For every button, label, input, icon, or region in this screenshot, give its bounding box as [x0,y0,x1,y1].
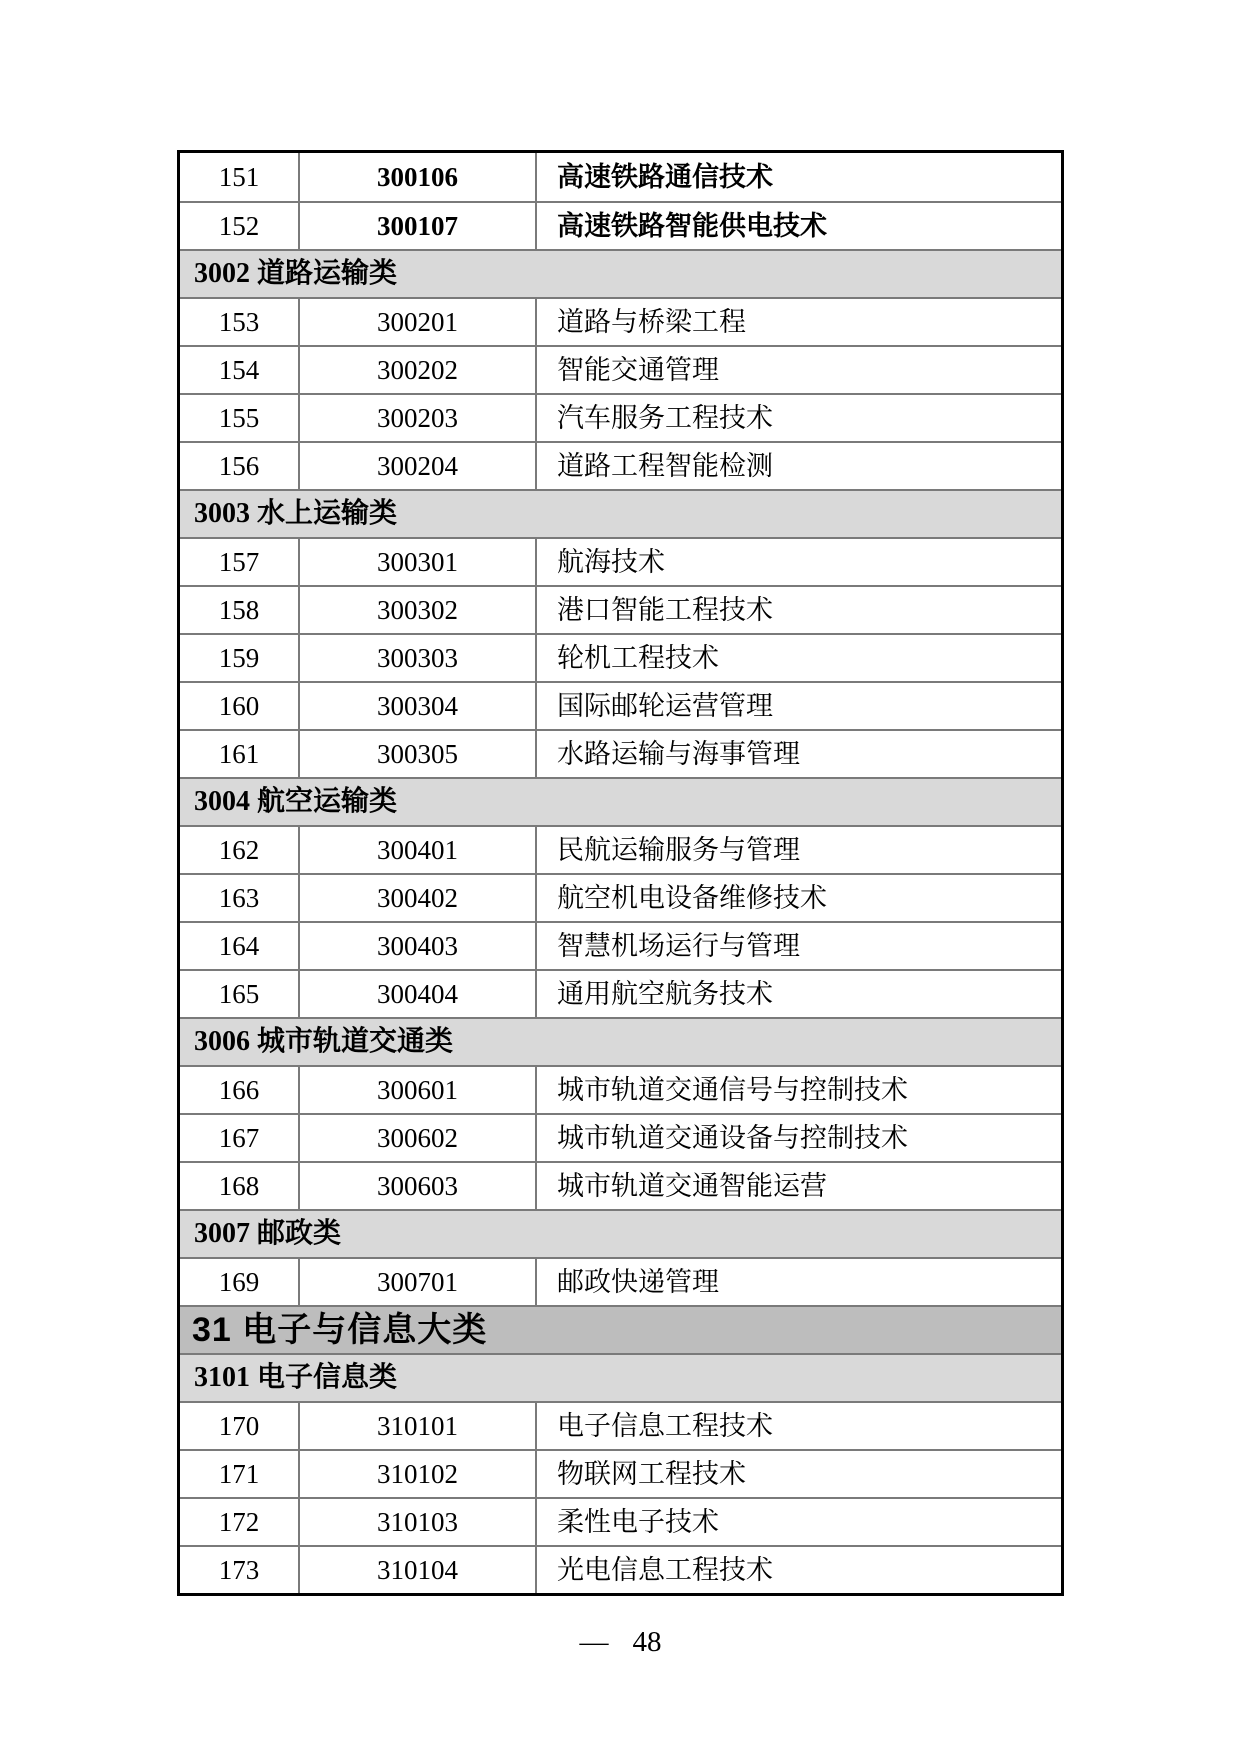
code-cell: 300602 [298,1115,535,1161]
seq-cell: 171 [218,1458,260,1489]
footer-page-number: 48 [632,1626,662,1658]
footer-dash: — [579,1626,609,1658]
subcategory-header-row [180,249,1061,297]
code-cell: 300601 [298,1067,535,1113]
subcategory-label: 3007 邮政类 [194,1218,342,1249]
code-cell: 300303 [298,635,535,681]
code-cell: 300203 [298,395,535,441]
code-cell: 310103 [298,1499,535,1545]
name-cell: 光电信息工程技术 [535,1547,1061,1593]
subcategory-label: 3101 电子信息类 [194,1362,398,1393]
name-cell: 水路运输与海事管理 [535,731,1061,777]
table-row [180,441,1061,489]
name-cell: 智慧机场运行与管理 [535,923,1061,969]
table-row [180,1497,1061,1545]
table-row [180,1065,1061,1113]
seq-cell: 158 [218,594,260,625]
seq-cell: 153 [218,306,260,337]
name-cell: 道路与桥梁工程 [535,299,1061,345]
page-footer [0,1626,1241,1659]
seq-cell: 151 [218,161,260,192]
table-row [180,633,1061,681]
table-row [180,393,1061,441]
code-cell: 300302 [298,587,535,633]
table-row [180,201,1061,249]
name-cell: 智能交通管理 [535,347,1061,393]
subcategory-label: 3002 道路运输类 [194,258,398,289]
seq-cell: 161 [218,738,260,769]
code-cell: 300401 [298,827,535,873]
name-cell: 通用航空航务技术 [535,971,1061,1017]
code-cell: 300701 [298,1259,535,1305]
subcategory-header-row [180,1017,1061,1065]
table-row [180,345,1061,393]
subcategory-header-row [180,777,1061,825]
seq-cell: 162 [218,834,260,865]
seq-cell: 155 [218,402,260,433]
table-row [180,681,1061,729]
seq-cell: 170 [218,1410,260,1441]
name-cell: 城市轨道交通智能运营 [535,1163,1061,1209]
seq-cell: 168 [218,1170,260,1201]
table-row [180,1449,1061,1497]
code-cell: 300107 [298,203,535,249]
name-cell: 城市轨道交通信号与控制技术 [535,1067,1061,1113]
table-row [180,537,1061,585]
name-cell: 高速铁路智能供电技术 [535,203,1061,249]
code-cell: 300304 [298,683,535,729]
table-row [180,969,1061,1017]
seq-cell: 167 [218,1122,260,1153]
table-row [180,1257,1061,1305]
name-cell: 港口智能工程技术 [535,587,1061,633]
name-cell: 汽车服务工程技术 [535,395,1061,441]
table-row [180,729,1061,777]
seq-cell: 154 [218,354,260,385]
subcategory-label: 3006 城市轨道交通类 [194,1026,454,1057]
name-cell: 道路工程智能检测 [535,443,1061,489]
name-cell: 国际邮轮运营管理 [535,683,1061,729]
table-row [180,1161,1061,1209]
code-cell: 300403 [298,923,535,969]
code-cell: 310101 [298,1403,535,1449]
name-cell: 邮政快递管理 [535,1259,1061,1305]
table-row [180,153,1061,201]
code-cell: 310104 [298,1547,535,1593]
seq-cell: 164 [218,930,260,961]
code-cell: 300404 [298,971,535,1017]
code-cell: 300204 [298,443,535,489]
major-category-header-row [180,1305,1061,1353]
table-row [180,825,1061,873]
seq-cell: 157 [218,546,260,577]
code-cell: 300106 [298,153,535,201]
seq-cell: 169 [218,1266,260,1297]
name-cell: 电子信息工程技术 [535,1403,1061,1449]
major-category-label: 31 电子与信息大类 [192,1311,488,1349]
seq-cell: 159 [218,642,260,673]
table-row [180,1545,1061,1593]
code-cell: 300305 [298,731,535,777]
seq-cell: 173 [218,1554,260,1585]
seq-cell: 160 [218,690,260,721]
subcategory-header-row [180,1353,1061,1401]
code-cell: 300201 [298,299,535,345]
table-row [180,585,1061,633]
table-row [180,921,1061,969]
name-cell: 轮机工程技术 [535,635,1061,681]
seq-cell: 163 [218,882,260,913]
seq-cell: 152 [218,210,260,241]
seq-cell: 172 [218,1506,260,1537]
table-row [180,1401,1061,1449]
subcategory-header-row [180,489,1061,537]
name-cell: 航海技术 [535,539,1061,585]
majors-code-table [177,150,1064,1596]
name-cell: 民航运输服务与管理 [535,827,1061,873]
table-row [180,873,1061,921]
table-row [180,297,1061,345]
name-cell: 柔性电子技术 [535,1499,1061,1545]
table-row [180,1113,1061,1161]
code-cell: 300603 [298,1163,535,1209]
name-cell: 物联网工程技术 [535,1451,1061,1497]
seq-cell: 165 [218,978,260,1009]
code-cell: 300202 [298,347,535,393]
code-cell: 300402 [298,875,535,921]
seq-cell: 156 [218,450,260,481]
subcategory-header-row [180,1209,1061,1257]
name-cell: 高速铁路通信技术 [535,153,1061,201]
subcategory-label: 3004 航空运输类 [194,786,398,817]
name-cell: 航空机电设备维修技术 [535,875,1061,921]
subcategory-label: 3003 水上运输类 [194,498,398,529]
name-cell: 城市轨道交通设备与控制技术 [535,1115,1061,1161]
code-cell: 310102 [298,1451,535,1497]
seq-cell: 166 [218,1074,260,1105]
code-cell: 300301 [298,539,535,585]
